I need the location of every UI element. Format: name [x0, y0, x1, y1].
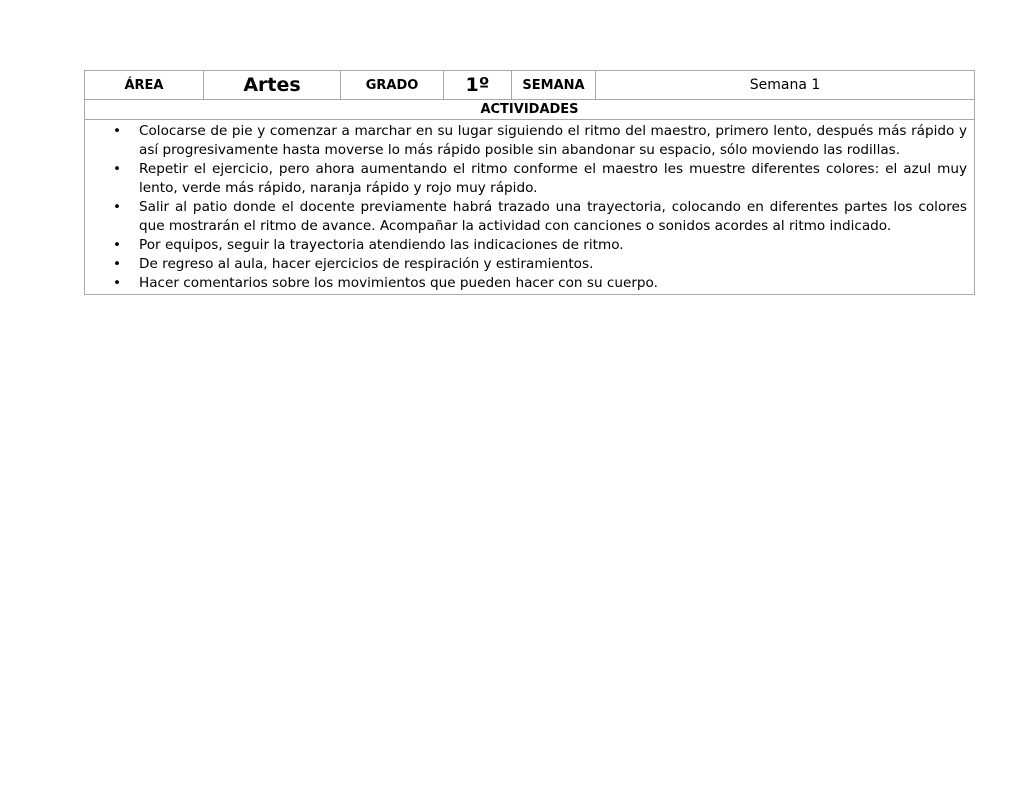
activities-title-row [85, 100, 975, 120]
lesson-plan-sheet [84, 70, 974, 295]
area-label: ÁREA [85, 71, 204, 100]
activities-list [113, 122, 967, 293]
grado-label: GRADO [341, 71, 444, 100]
activity-text: Por equipos, seguir la trayectoria atendiendo las indicaciones de ritmo. [139, 237, 624, 253]
semana-label: SEMANA [512, 71, 596, 100]
activity-item [113, 122, 967, 160]
bullet-icon: • [113, 199, 122, 215]
activity-text: Salir al patio donde el docente previamente habrá trazado una trayectoria, colocando en diferentes partes los colores que mostrarán el ritmo de avance. Acompañar la actividad con canciones o sonidos acordes al ritmo indicado. [139, 199, 967, 234]
semana-value: Semana 1 [596, 71, 975, 100]
activity-text: De regreso al aula, hacer ejercicios de respiración y estiramientos. [139, 256, 594, 272]
lesson-plan-table [84, 70, 975, 295]
activities-title: ACTIVIDADES [85, 100, 975, 120]
grado-value: 1º [444, 71, 512, 100]
bullet-icon: • [113, 237, 122, 253]
activity-text: Colocarse de pie y comenzar a marchar en su lugar siguiendo el ritmo del maestro, primero lento, después más rápido y así progresivamente hasta moverse lo más rápido posible sin abandonar su espacio, sólo moviendo las rodillas. [139, 123, 967, 158]
activity-text: Hacer comentarios sobre los movimientos que pueden hacer con su cuerpo. [139, 275, 658, 291]
activity-item [113, 198, 967, 236]
area-value: Artes [204, 71, 341, 100]
header-row [85, 71, 975, 100]
activity-text: Repetir el ejercicio, pero ahora aumentando el ritmo conforme el maestro les muestre diferentes colores: el azul muy lento, verde más rápido, naranja rápido y rojo muy rápido. [139, 161, 967, 196]
activity-item [113, 236, 967, 255]
bullet-icon: • [113, 256, 122, 272]
bullet-icon: • [113, 275, 122, 291]
activity-item [113, 255, 967, 274]
activity-item [113, 274, 967, 293]
bullet-icon: • [113, 123, 122, 139]
activities-cell [85, 120, 975, 295]
activities-row [85, 120, 975, 295]
bullet-icon: • [113, 161, 122, 177]
activity-item [113, 160, 967, 198]
